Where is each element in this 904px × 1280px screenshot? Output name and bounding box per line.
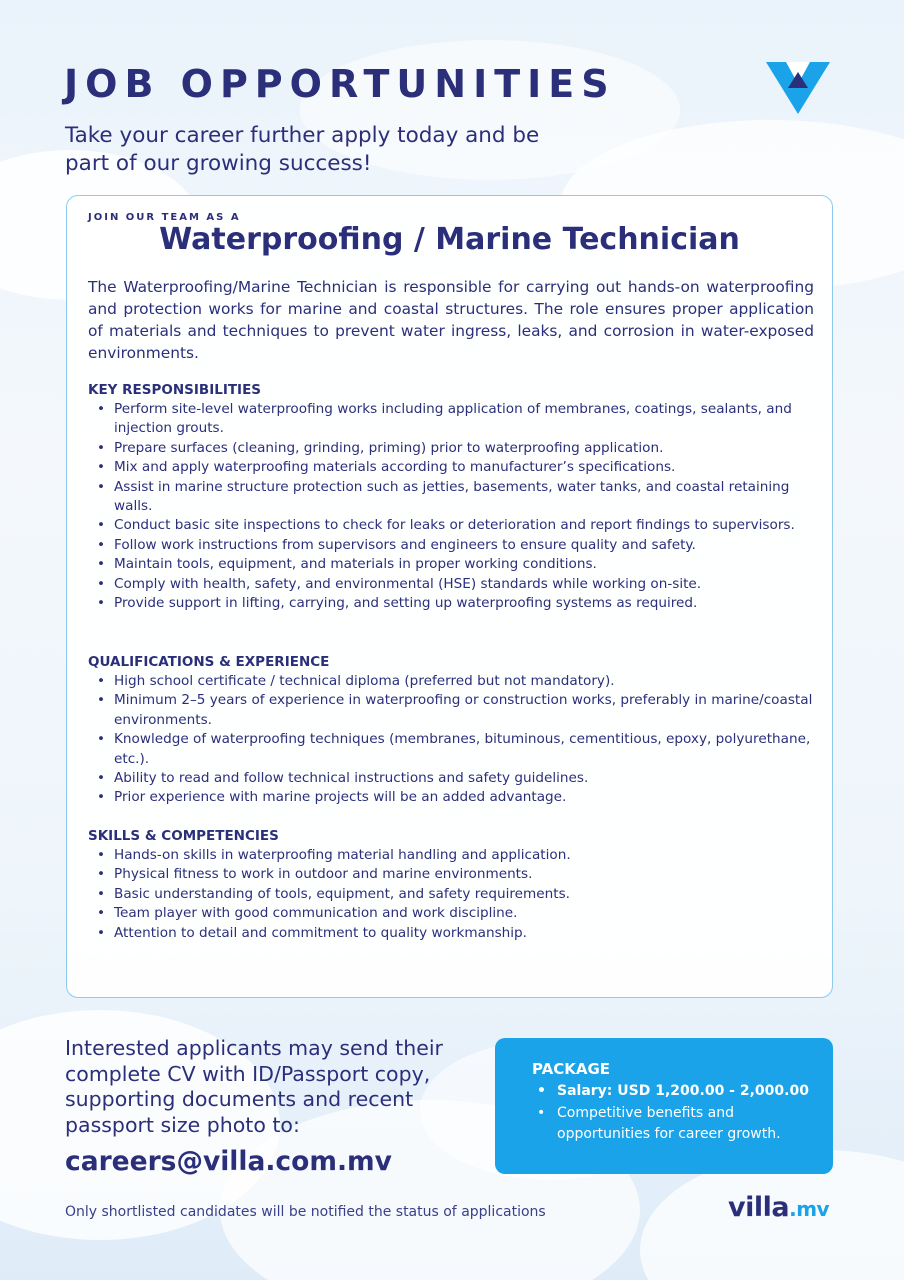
section-heading: KEY RESPONSIBILITIES [88,382,262,398]
list-item: • Comply with health, safety, and environmental (HSE) standards while working on-site. [88,575,814,594]
skills-list [88,846,814,943]
package-list [532,1081,822,1146]
list-item: • Prepare surfaces (cleaning, grinding, priming) prior to waterproofing application. [88,439,814,458]
shortlist-note: Only shortlisted candidates will be notified the status of applications [65,1204,546,1220]
villa-triangle-logo-icon [766,62,830,114]
package-salary: • Salary: USD 1,200.00 - 2,000.00 [532,1081,822,1103]
responsibilities-section [88,382,814,613]
list-item: • Team player with good communication and work discipline. [88,904,814,923]
package-title: PACKAGE [532,1060,611,1078]
list-item: • Mix and apply waterproofing materials according to manufacturer’s specifications. [88,458,814,477]
list-item: • Basic understanding of tools, equipment, and safety requirements. [88,885,814,904]
brand-suffix: .mv [789,1197,830,1221]
job-intro: The Waterproofing/Marine Technician is responsible for carrying out hands-on waterproofing and protection works for marine and coastal structures. The role ensures proper application of materials and techniques to prevent water ingress, leaks, and corrosion in water-exposed environments. [88,278,814,362]
skills-section [88,828,814,943]
page-subtitle: Take your career further apply today and be part of our growing success! [65,123,540,176]
list-item: • Minimum 2–5 years of experience in waterproofing or construction works, preferably in marine/coastal environments. [88,691,814,730]
apply-instructions: Interested applicants may send their complete CV with ID/Passport copy, supporting documents and recent passport size photo to: [65,1036,443,1137]
list-item: • Follow work instructions from supervisors and engineers to ensure quality and safety. [88,536,814,555]
section-heading: SKILLS & COMPETENCIES [88,828,279,844]
qualifications-list [88,672,814,808]
list-item: • Perform site-level waterproofing works including application of membranes, coatings, sealants, and injection grouts. [88,400,814,439]
responsibilities-list [88,400,814,613]
list-item: • Prior experience with marine projects will be an added advantage. [88,788,814,807]
list-item: • Provide support in lifting, carrying, and setting up waterproofing systems as required. [88,594,814,613]
qualifications-section [88,654,814,808]
brand-name: villa [728,1192,790,1223]
package-benefits: • Competitive benefits and opportunities for career growth. [532,1103,822,1146]
page-title: JOB OPPORTUNITIES [64,62,616,106]
list-item: • Knowledge of waterproofing techniques (membranes, bituminous, cementitious, epoxy, polyurethane, etc.). [88,730,814,769]
job-title: Waterproofing / Marine Technician [159,222,740,257]
package-box [495,1038,833,1174]
list-item: • Maintain tools, equipment, and materials in proper working conditions. [88,555,814,574]
villa-brand-logo [728,1192,829,1223]
list-item: • Physical fitness to work in outdoor and marine environments. [88,865,814,884]
list-item: • Attention to detail and commitment to quality workmanship. [88,924,814,943]
section-heading: QUALIFICATIONS & EXPERIENCE [88,654,330,670]
job-kicker: JOIN OUR TEAM AS A [88,212,241,223]
list-item: • Conduct basic site inspections to check for leaks or deterioration and report findings to supervisors. [88,516,814,535]
list-item: • Ability to read and follow technical instructions and safety guidelines. [88,769,814,788]
careers-email-link[interactable]: careers@villa.com.mv [65,1146,392,1177]
job-card [66,195,833,998]
list-item: • Assist in marine structure protection such as jetties, basements, water tanks, and coastal retaining walls. [88,478,814,517]
list-item: • Hands-on skills in waterproofing material handling and application. [88,846,814,865]
list-item: • High school certificate / technical diploma (preferred but not mandatory). [88,672,814,691]
